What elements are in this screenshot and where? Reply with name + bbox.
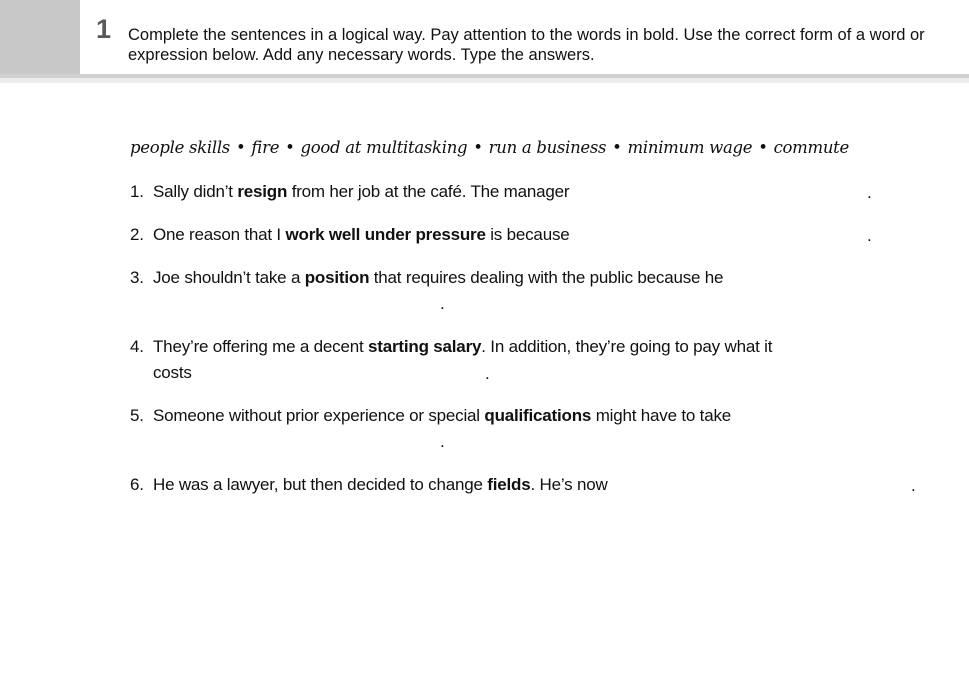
word-bank-item: good at multitasking [300,138,468,157]
answer-input-2[interactable] [582,226,870,246]
sentence-number: 1. [130,182,144,201]
bold-term: position [304,268,370,287]
answer-input-4[interactable] [200,365,488,385]
word-bank [130,138,849,157]
sentence-3 [130,265,723,291]
sentence-text: . In addition, they’re going to pay what it [481,337,773,356]
word-bank-separator: • [758,138,768,157]
answer-input-5[interactable] [153,434,443,454]
word-bank-separator: • [473,138,483,157]
bold-term: work well under pressure [285,225,486,244]
word-bank-item: run a business [488,138,607,157]
word-bank-separator: • [612,138,622,157]
exercise-number-box [0,0,80,74]
sentence-end-period: . [485,364,490,383]
exercise-number: 1 [96,14,112,44]
bold-term: resign [237,182,288,201]
sentence-text: might have to take [591,406,732,425]
word-bank-separator: • [235,138,246,157]
sentence-number: 4. [130,337,144,356]
sentence-text: from her job at the café. The manager [287,182,570,201]
sentence-text: They’re offering me a decent [153,337,369,356]
bold-term: starting salary [368,337,482,356]
sentence-text: that requires dealing with the public because he [369,268,724,287]
sentence-2 [130,222,570,248]
sentence-1 [130,179,569,205]
word-bank-separator: • [285,138,295,157]
sentence-end-period: . [440,432,445,451]
sentence-number: 3. [130,268,144,287]
answer-input-6[interactable] [626,476,914,496]
word-bank-item: commute [773,138,849,157]
answer-input-1[interactable] [582,183,870,203]
sentence-6 [130,472,608,498]
sentence-text: Joe shouldn’t take a [153,268,305,287]
sentence-text: Sally didn’t [153,182,238,201]
answer-input-3[interactable] [153,296,443,316]
sentence-end-period: . [867,183,872,202]
sentence-text: costs [153,363,192,382]
sentence-number: 5. [130,406,144,425]
sentence-text: He was a lawyer, but then decided to change [153,475,488,494]
sentence-5 [130,403,731,429]
word-bank-item: fire [251,138,280,157]
sentence-end-period: . [911,476,916,495]
sentence-text: . He’s now [530,475,608,494]
sentence-number: 6. [130,475,144,494]
sentence-number: 2. [130,225,144,244]
word-bank-item: minimum wage [627,138,753,157]
bold-term: fields [487,475,531,494]
exercise-header [0,0,969,75]
sentence-end-period: . [867,226,872,245]
header-divider-shadow [0,78,969,83]
sentence-text: One reason that I [153,225,286,244]
sentence-end-period: . [440,294,445,313]
sentence-text: Someone without prior experience or special [153,406,485,425]
sentence-text: is because [485,225,570,244]
word-bank-item: people skills [130,138,230,157]
bold-term: qualifications [484,406,592,425]
instructions: Complete the sentences in a logical way. Pay attention to the words in bold. Use the correct form of a word or expression below. Add any necessary words. Type the answers. [128,26,925,64]
